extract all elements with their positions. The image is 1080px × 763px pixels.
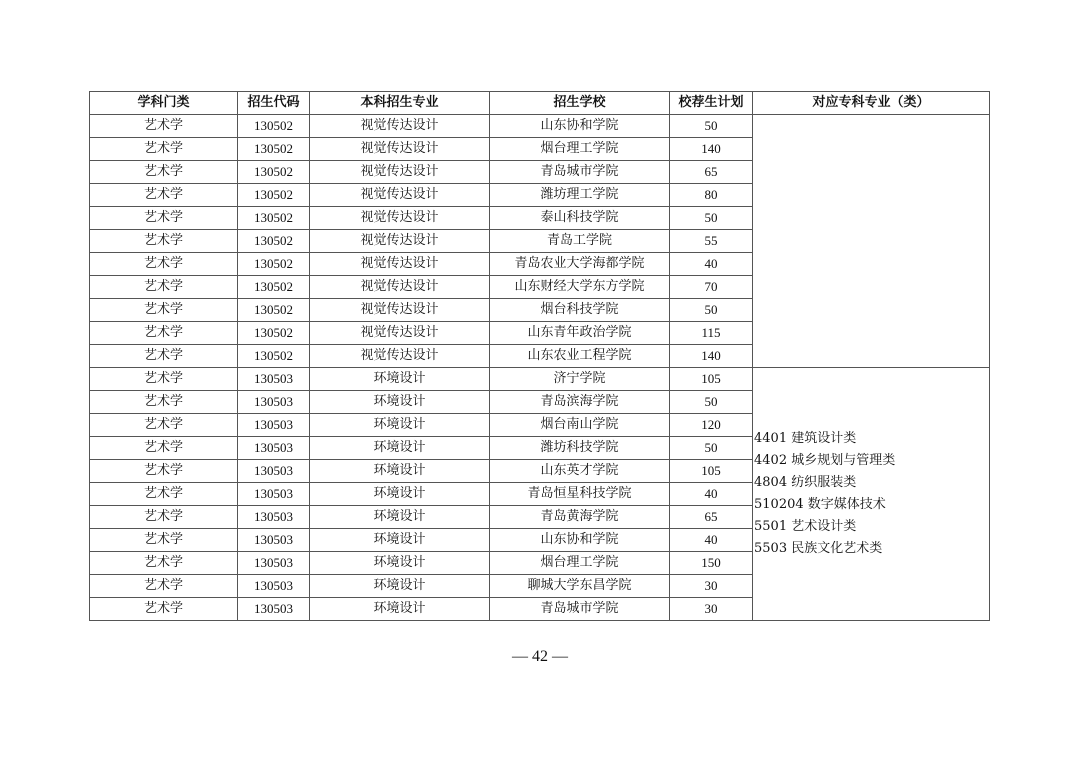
corresponding-major-line: 4401 建筑设计类 <box>754 431 857 446</box>
cell-school: 山东协和学院 <box>490 115 670 138</box>
cell-major: 视觉传达设计 <box>310 276 490 299</box>
cell-discipline: 艺术学 <box>90 552 238 575</box>
cell-major: 环境设计 <box>310 391 490 414</box>
cell-discipline: 艺术学 <box>90 598 238 621</box>
cell-plan: 50 <box>670 115 753 138</box>
cell-major: 视觉传达设计 <box>310 184 490 207</box>
cell-school: 青岛农业大学海都学院 <box>490 253 670 276</box>
cell-plan: 150 <box>670 552 753 575</box>
cell-plan: 80 <box>670 184 753 207</box>
cell-plan: 50 <box>670 299 753 322</box>
cell-major: 环境设计 <box>310 598 490 621</box>
cell-major: 环境设计 <box>310 368 490 391</box>
cell-plan: 50 <box>670 437 753 460</box>
cell-school: 青岛城市学院 <box>490 161 670 184</box>
cell-major: 视觉传达设计 <box>310 207 490 230</box>
cell-school: 烟台科技学院 <box>490 299 670 322</box>
cell-code: 130503 <box>238 391 310 414</box>
cell-corresponding <box>753 368 990 621</box>
header-plan: 校荐生计划 <box>670 92 753 115</box>
cell-code: 130502 <box>238 184 310 207</box>
cell-discipline: 艺术学 <box>90 299 238 322</box>
cell-discipline: 艺术学 <box>90 460 238 483</box>
cell-discipline: 艺术学 <box>90 391 238 414</box>
cell-plan: 105 <box>670 460 753 483</box>
cell-code: 130502 <box>238 345 310 368</box>
cell-code: 130503 <box>238 414 310 437</box>
cell-plan: 65 <box>670 506 753 529</box>
cell-code: 130503 <box>238 552 310 575</box>
cell-school: 山东农业工程学院 <box>490 345 670 368</box>
table-header-row <box>90 92 990 115</box>
cell-school: 山东青年政治学院 <box>490 322 670 345</box>
cell-discipline: 艺术学 <box>90 322 238 345</box>
table-body <box>90 115 990 621</box>
cell-school: 烟台理工学院 <box>490 552 670 575</box>
cell-school: 潍坊理工学院 <box>490 184 670 207</box>
cell-major: 环境设计 <box>310 460 490 483</box>
cell-school: 山东英才学院 <box>490 460 670 483</box>
cell-major: 视觉传达设计 <box>310 299 490 322</box>
cell-school: 潍坊科技学院 <box>490 437 670 460</box>
cell-school: 烟台南山学院 <box>490 414 670 437</box>
cell-major: 环境设计 <box>310 506 490 529</box>
cell-code: 130502 <box>238 207 310 230</box>
cell-plan: 115 <box>670 322 753 345</box>
header-discipline: 学科门类 <box>90 92 238 115</box>
cell-plan: 140 <box>670 345 753 368</box>
cell-discipline: 艺术学 <box>90 138 238 161</box>
cell-school: 青岛工学院 <box>490 230 670 253</box>
corresponding-major-line: 4804 纺织服装类 <box>754 475 857 490</box>
cell-code: 130503 <box>238 506 310 529</box>
cell-major: 视觉传达设计 <box>310 230 490 253</box>
header-corresponding: 对应专科专业（类） <box>753 92 990 115</box>
cell-school: 泰山科技学院 <box>490 207 670 230</box>
cell-plan: 50 <box>670 391 753 414</box>
cell-plan: 65 <box>670 161 753 184</box>
corresponding-major-line: 5501 艺术设计类 <box>754 519 857 534</box>
enrollment-table <box>89 91 990 621</box>
cell-major: 环境设计 <box>310 529 490 552</box>
table-row <box>90 115 990 138</box>
cell-code: 130502 <box>238 276 310 299</box>
cell-major: 视觉传达设计 <box>310 138 490 161</box>
cell-school: 山东协和学院 <box>490 529 670 552</box>
cell-plan: 30 <box>670 598 753 621</box>
cell-major: 环境设计 <box>310 483 490 506</box>
cell-school: 烟台理工学院 <box>490 138 670 161</box>
cell-school: 济宁学院 <box>490 368 670 391</box>
cell-plan: 40 <box>670 253 753 276</box>
cell-major: 视觉传达设计 <box>310 115 490 138</box>
cell-code: 130502 <box>238 253 310 276</box>
cell-major: 环境设计 <box>310 437 490 460</box>
corresponding-major-line: 5503 民族文化艺术类 <box>754 541 883 556</box>
cell-major: 环境设计 <box>310 575 490 598</box>
cell-code: 130502 <box>238 322 310 345</box>
corresponding-major-line: 510204 数字媒体技术 <box>754 497 886 512</box>
cell-school: 山东财经大学东方学院 <box>490 276 670 299</box>
cell-major: 视觉传达设计 <box>310 253 490 276</box>
header-code: 招生代码 <box>238 92 310 115</box>
header-school: 招生学校 <box>490 92 670 115</box>
cell-discipline: 艺术学 <box>90 276 238 299</box>
cell-major: 视觉传达设计 <box>310 345 490 368</box>
cell-discipline: 艺术学 <box>90 230 238 253</box>
cell-code: 130503 <box>238 529 310 552</box>
cell-plan: 120 <box>670 414 753 437</box>
cell-discipline: 艺术学 <box>90 483 238 506</box>
cell-discipline: 艺术学 <box>90 253 238 276</box>
cell-plan: 50 <box>670 207 753 230</box>
cell-code: 130502 <box>238 299 310 322</box>
cell-discipline: 艺术学 <box>90 184 238 207</box>
cell-school: 青岛滨海学院 <box>490 391 670 414</box>
cell-discipline: 艺术学 <box>90 506 238 529</box>
cell-discipline: 艺术学 <box>90 368 238 391</box>
cell-plan: 30 <box>670 575 753 598</box>
corresponding-major-line: 4402 城乡规划与管理类 <box>754 453 896 468</box>
cell-discipline: 艺术学 <box>90 345 238 368</box>
cell-code: 130502 <box>238 230 310 253</box>
cell-discipline: 艺术学 <box>90 529 238 552</box>
cell-plan: 55 <box>670 230 753 253</box>
cell-major: 视觉传达设计 <box>310 322 490 345</box>
cell-plan: 70 <box>670 276 753 299</box>
cell-plan: 40 <box>670 483 753 506</box>
cell-discipline: 艺术学 <box>90 575 238 598</box>
cell-plan: 140 <box>670 138 753 161</box>
cell-plan: 105 <box>670 368 753 391</box>
cell-discipline: 艺术学 <box>90 437 238 460</box>
cell-plan: 40 <box>670 529 753 552</box>
cell-code: 130503 <box>238 575 310 598</box>
cell-school: 聊城大学东昌学院 <box>490 575 670 598</box>
cell-school: 青岛恒星科技学院 <box>490 483 670 506</box>
cell-code: 130502 <box>238 115 310 138</box>
header-major: 本科招生专业 <box>310 92 490 115</box>
cell-code: 130503 <box>238 368 310 391</box>
cell-code: 130503 <box>238 437 310 460</box>
cell-major: 环境设计 <box>310 552 490 575</box>
cell-code: 130502 <box>238 161 310 184</box>
cell-code: 130503 <box>238 483 310 506</box>
cell-code: 130503 <box>238 598 310 621</box>
cell-corresponding <box>753 115 990 368</box>
cell-discipline: 艺术学 <box>90 115 238 138</box>
cell-major: 环境设计 <box>310 414 490 437</box>
cell-major: 视觉传达设计 <box>310 161 490 184</box>
cell-school: 青岛黄海学院 <box>490 506 670 529</box>
cell-code: 130503 <box>238 460 310 483</box>
cell-school: 青岛城市学院 <box>490 598 670 621</box>
cell-discipline: 艺术学 <box>90 414 238 437</box>
cell-discipline: 艺术学 <box>90 161 238 184</box>
cell-discipline: 艺术学 <box>90 207 238 230</box>
page-number: — 42 — <box>512 648 568 665</box>
cell-code: 130502 <box>238 138 310 161</box>
table-row <box>90 368 990 391</box>
